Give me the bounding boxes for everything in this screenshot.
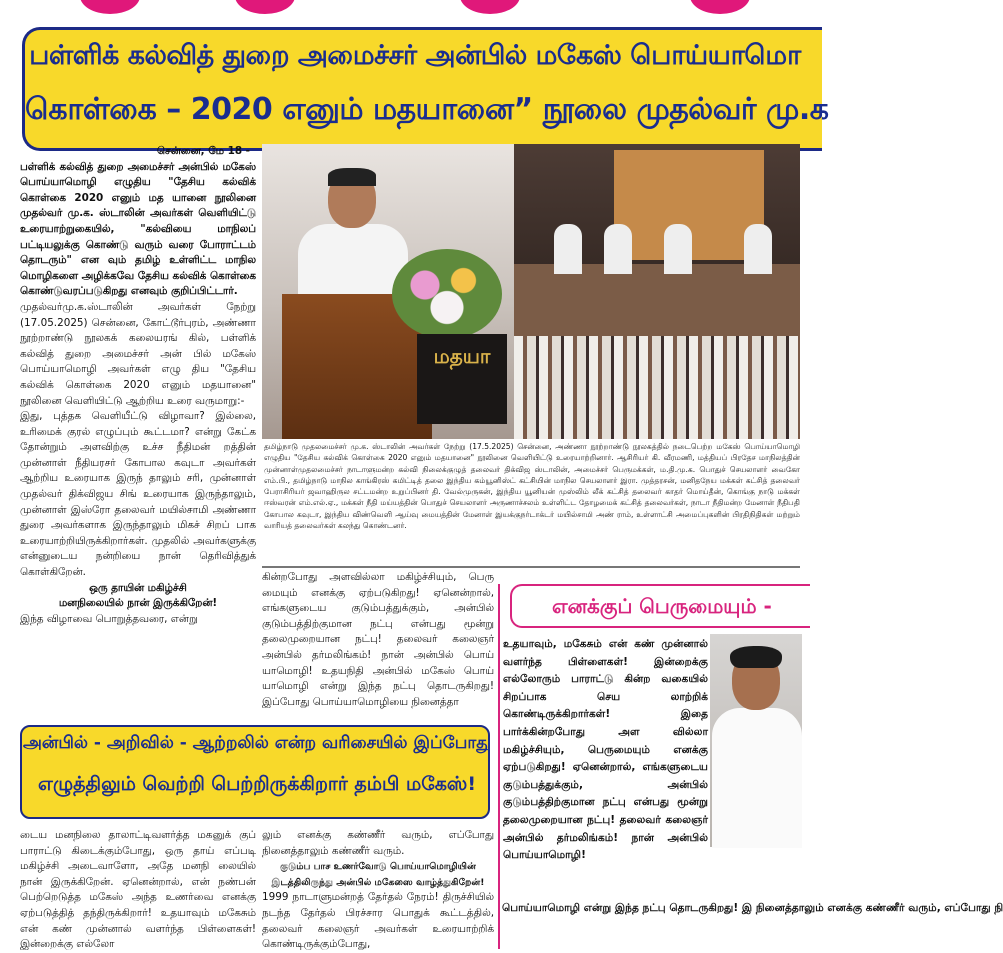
- subheading: இடத்திலிருந்து அன்பில் மகேஸை வாழ்த்துகிறேன்!: [271, 876, 485, 888]
- lead-paragraph: பள்ளிக் கல்வித் துறை அமைச்சர் அன்பில் மகேஸ் பொய்யாமொழி எழுதிய "தேசிய கல்விக் கொள்கை 2020 எனும் மத யானை நூலினை முதல்வர் மு.க. ஸ்டாலின் அவர்கள் வெளியிட்டு உரையாற்றுகையில், "கல்வியை மாநிலப் பட்டியலுக்கு கொண்டு வரும் வரை போராட்டம் தொடரும்" என வும் தமிழ் உள்ளிட்ட மாநில மொழிகளை அழிக்கவே தேசிய கல்விக் கொள்கை கொண்டுவரப்படுகிறது எனவும் குறிப்பிட்டார்.: [20, 160, 256, 298]
- body-paragraph: 1999 நாடாளுமன்றத் தேர்தல் நேரம்! திருச்சியில் நடந்த தேர்தல் பிரச்சார பொதுக் கூட்டத்தில், தலைவர் கலைஞர் அவர்கள் உரையாற்றிக் கொண்டிருக்கும்போது,: [262, 891, 494, 951]
- subheading: குடும்ப பாச உணர்வோடு பொய்யாமொழியின்: [279, 861, 477, 873]
- sidebar-text: உதயாவும், மகேசும் என் கண் முன்னால் வளர்ந்த பிள்ளைகள்! இன்றைக்கு எல்லோரும் பாராட்டு கின்ற வகையில் சிறப்பாக செய லாற்றிக் கொண்டிருக்கிறார்கள்! இதை பார்க்கின்றபோது அள வில்லா மகிழ்ச்சியும், பெருமையும் எனக்கு ஏற்படுகிறது! ஏனென்றால், எங்களுடைய குடும்பத்துக்கும், அன்பில் குடும்பத்திற்குமான நட்பு என்பது மூன்று தலைமுறையான நட்பு! தலைவர் கலைஞர் அன்பில் தர்மலிங்கம்! நான் அன்பில் பொய்யாமொழி!: [503, 638, 708, 862]
- top-decorative-strip: [0, 0, 800, 18]
- sidebar-portrait: [710, 634, 802, 847]
- flower-bouquet: [392, 249, 502, 339]
- subheading: மனநிலையில் நான் இருக்கிறேன்!: [58, 597, 218, 610]
- sidebar-text-continued: பொய்யாமொழி என்று இந்த நட்பு தொடருகிறது! இ நினைத்தாலும் எனக்கு கண்ணீர் வரும், எப்போது நி: [502, 902, 1003, 914]
- pull-quote-box: [20, 725, 490, 819]
- photo-speaker-panel: [262, 144, 514, 439]
- headline-line-1: பள்ளிக் கல்வித் துறை அமைச்சர் அன்பில் மகேஸ் பொய்யாமொ: [29, 40, 801, 71]
- article-column-bottom-middle: [262, 828, 494, 949]
- headline-box: [22, 27, 829, 151]
- event-photo: [262, 144, 800, 439]
- article-column-left: [20, 144, 256, 722]
- photo-stage-panel: [514, 144, 800, 336]
- body-paragraph: கின்றபோது அளவில்லா மகிழ்ச்சியும், பெரு மையும் எனக்கு ஏற்படுகிறது! ஏனென்றால், எங்களுடைய குடும்பத்துக்கும், அன்பில் குடும்பத்திற்குமான நட்பு என்பது மூன்று தலைமுறையான நட்பு! தலைவர் கலைஞர் அன்பில் தர்மலிங்கம்! நான் அன்பில் பொய் யாமொழி! உதயநிதி அன்பில் மகேஸ் பொய் யாமொழி என்று இந்த நட்பு தொடருகிறது! இப்போது பொய்யாமொழியை நினைத்தா: [262, 571, 494, 708]
- dateline: சென்னை, மே 18 -: [156, 145, 250, 157]
- pull-quote-line-1: அன்பில் - அறிவில் - ஆற்றலில் என்ற வரிசையில் இப்போது: [23, 733, 491, 753]
- article-column-middle: [262, 570, 494, 722]
- pull-quote-line-2: எழுத்திலும் வெற்றி பெற்றிருக்கிறார் தம்பி மகேஸ்!: [38, 773, 476, 795]
- body-paragraph: முதல்வர்மு.க.ஸ்டாலின் அவர்கள் நேற்று (17.05.2025) சென்னை, கோட்டூர்புரம், அண்ணா நூற்றாண்டு நூலகக் கலையரங் கில், பள்ளிக் கல்வித் துறை அமைச்சர் அன் பில் மகேஸ் பொய்யாமொழி அவர்கள் எழு திய "தேசிய கல்விக் கொள்கை 2020 எனும் மதயானை" நூலினை வெளியிட்டு ஆற்றிய உரை வருமாறு:-: [20, 300, 256, 407]
- body-paragraph: டைய மனநிலை தாலாட்டிவளர்த்த மகனுக் குப் பாராட்டு கிடைக்கும்போது, ஒரு தாய் எப்படி மகிழ்ச்சி அடைவாளோ, அதே மனநி லையில் நான் இருக்கிறேன். ஏனென்றால், என் நண்பன் பெற்றெடுத்த மகேஸ் அந்த உணர்வை எனக்கு ஏற்படுத்தித் தந்திருக்கிறார்! உதயாவும் மகேசும் என் கண் முன்னால் வளர்ந்த பிள்ளைகள்! இன்றைக்கு எல்லோ: [20, 829, 256, 951]
- stage-floor: [514, 264, 800, 336]
- headline-line-2: கொள்கை – 2020 எனும் மதயானை” நூலை முதல்வர் மு.க: [25, 92, 829, 127]
- body-paragraph: இது, புத்தக வெளியீட்டு விழாவா? இல்லை, உரிமைக் குரல் எழுப்பும் கூட்டமா? என்று கேட்க தோன்றும் அளவிற்கு உச்ச நீதிமன் றத்தின் முன்னாள் நீதியரசர் கோபால கவுடா அவர்கள் ஆற்றிய உரையாக இருந் தாலும் சரி, முன்னாள் முதல்வர் திக்விஜய சிங் உரையாக இருந்தாலும், முன்னாள் இஸ்ரோ தலைவர் மயில்சாமி அண்ணா துரை அவர்களாக இருந்தாலும் மிகச் சிறப் பாக உரையாற்றியிருக்கிறார்கள். முதலில் அவர்களுக்கு என்னுடைய நன்றியை நான் தெரிவித்துக் கொள்கிறேன்.: [20, 410, 256, 579]
- photo-audience-panel: [514, 336, 800, 439]
- book-banner: மதயா: [417, 334, 507, 424]
- article-column-bottom-left: [20, 828, 256, 949]
- subheading: ஒரு தாயின் மகிழ்ச்சி: [89, 581, 187, 594]
- sidebar-box: [498, 584, 1003, 949]
- sidebar-title: எனக்குப் பெருமையும் -: [510, 584, 810, 628]
- photo-caption: தமிழ்நாடு முதலமைச்சர் மு.க. ஸ்டாலின் அவர்கள் நேற்று (17.5.2025) சென்னை, அண்ணா நூற்றாண்டு நூலகத்தில் நடைபெற்ற மகேஸ் பொய்யாமொழி எழுதிய "தேசிய கல்விக் கொள்கை 2020 எனும் மதயானை" நூலினை வெளியிட்டு உரையாற்றினார். ஆசிரியர் கி. வீரமணி, மத்தியப் பிரதேச மாநிலத்தின் முன்னாள்முதலமைச்சர் நாடாளுமன்ற கல்வி நிலைக்குழுத் தலைவர் திக்விஜ ஸ்டாலின், அமைச்சர் பெருமக்கள், ம.தி.மு.க. பொதுச் செயலாளர் வைகோ எம்.பி., தமிழ்நாடு மாநில காங்கிரஸ் கமிட்டித் தலை இந்திய கம்யூனிஸ்ட் கட்சியின் மாநில செயலாளர் இரா. முத்தரசன், மனிதநேய மக்கள் கட்சித் தலைவர் பேராசிரியர் ஜவாஹிருல சட்டமன்ற உறுப்பினர் தி. வேல்முருகன், இந்திய யூனியன் முஸ்லிம் லீக் கட்சித் தலைவர் காதர் மொய்தீன், கொங்கு நாடு மக்கள் ஈஸ்வரன் எம்.எல்.ஏ., மக்கள் நீதி மய்யத்தின் பொதுச் செயலாளர் அருணாச்சலம் உள்ளிட்ட தோழமைக் கட்சித் தலைவர்கள், நாடா நீதிமன்ற மேனாள் நீதிபதி கோபால கவுடா, இந்திய விண்வெளி ஆய்வு மையத்தின் மேனாள் இயக்குநர்டாக்டர் மயில்சாமி அண் ராம், உள்ளாட்சி அமைப்புகளின் பிரதிநிதிகள் மற்றும் வாரியத் தலைவர்கள் கலந்து கொண்டனர்.: [262, 440, 800, 568]
- body-paragraph: லும் எனக்கு கண்ணீர் வரும், எப்போது நினைத்தாலும் கண்ணீர் வரும்.: [262, 829, 494, 857]
- body-paragraph: இந்த விழாவை பொறுத்தவரை, என்று: [20, 612, 198, 625]
